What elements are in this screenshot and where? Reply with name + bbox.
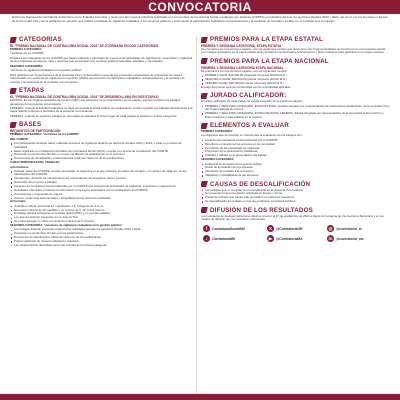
bottom-banner	[0, 394, 400, 400]
category-name: "Acciones de los COMITÉ"	[10, 51, 45, 56]
list-item: Introducción: describir de manera breve los antecedentes del programa, obra o servicio.	[10, 177, 193, 180]
section-text: Los resultados de la etapa nacional se darán a conocer el 27 de septiembre de 2024 a través de la página de Internet de la Secretaría y en los medios de difusión que se consideren pertinentes.	[201, 213, 384, 221]
prize-item: PRIMER LUGAR: $40,000.00 (cuarenta mil pesos 00/100 M.N.)	[201, 74, 390, 77]
group-label: b) Formato:	[10, 199, 27, 204]
page-title: CONVOCATORIA	[148, 0, 252, 14]
left-column	[10, 36, 193, 394]
linkedin-icon: in	[328, 236, 333, 242]
section-subtitle: EL "PREMIO NACIONAL DE CONTRALORÍA SOCIAL 2024" SE OTORGARÁ EN DOS CATEGORÍAS	[10, 44, 159, 48]
section-title: ETAPAS	[19, 87, 45, 95]
section-text: Los aspectos que se tomarán en cuenta para la evaluación de los trabajos son:	[201, 133, 303, 138]
list-item: Los anexos deberán integrarse en un solo archivo.	[10, 216, 193, 219]
list-item: Conclusiones y propuestas de mejora.	[10, 193, 193, 196]
list-item: No presentar la documentación solicitada en tiempo y forma.	[201, 192, 390, 195]
section-title: PREMIOS PARA LA ETAPA NACIONAL	[210, 57, 329, 65]
category-label: PRIMERA CATEGORÍA:	[10, 47, 43, 51]
section-bases	[10, 121, 193, 247]
facebook-contact[interactable]: f ContraloríaSocialMX	[203, 225, 245, 232]
youtube-contact[interactable]: ▶ @ContraloríaMX	[268, 236, 303, 242]
tiktok-contact[interactable]: ♪ ContraloríaMX	[203, 235, 235, 242]
list-item: Claridad y calidad en la presentación del trabajo.	[201, 154, 390, 157]
section-subtitle: EL "PREMIO NACIONAL DE CONTRALORÍA SOCIAL 2024" SE DESARROLLARÁ EN DOS ETAPAS:	[10, 95, 159, 100]
section-title: PREMIOS PARA LA ETAPA ESTATAL	[210, 36, 324, 43]
section-title: ELEMENTOS A EVALUAR	[210, 122, 290, 129]
stage-text: FEDERAL: Cuando se registren trabajos en una etapa se obtendrá el primer lugar de cada categoría federal en ambas categorías.	[10, 113, 178, 118]
list-item: Los trabajos deberán presentar experiencias realizadas durante los ejercicios fiscales 2023 y 2024.	[10, 228, 193, 231]
section-marker-icon	[201, 207, 208, 213]
list-item: Se descalificarán los trabajos en los que participen servidores públicos.	[201, 200, 390, 203]
list-item: Presentar un escrito libre firmado en el que manifiesten la participación en el concurso.	[10, 153, 193, 156]
list-item: Grado de innovación de la propuesta.	[201, 166, 390, 169]
category-label: SEGUNDA CATEGORÍA:	[10, 63, 44, 68]
section-etapa-estatal	[201, 36, 390, 55]
section-title: JURADO CALIFICADOR:	[210, 92, 287, 100]
section-marker-icon	[201, 123, 208, 129]
category-text: Para participar las Organizaciones de la Sociedad Civil y la Sociedad en general que presenten experiencias de propuestas de mejora relacionadas con acciones de vigilancia en la gestión pública que fomenten la participación ciudadana, la transparencia y la rendición de cuentas y la incidencia en el combate a la corrupción.	[10, 72, 185, 84]
group-label: DEL COMITÉ:	[10, 136, 29, 141]
stage-text: ESTATAL: En los Órganos Estatales de Control (OEC) que participen en la organización de las etapas, quienes remitirán los trabajos ganadores de la presente Convocatoria.	[10, 98, 181, 106]
tiktok-icon: ♪	[203, 235, 210, 242]
group-label: CARACTERÍSTICAS DEL TRABAJO:	[10, 160, 60, 165]
list-item: Resultados obtenidos: presentar la información y los logros alcanzados con la participación del COMITÉ.	[10, 189, 193, 192]
list-item: Innovación de las estrategias de vigilancia.	[201, 147, 390, 150]
prize-item: TERCER LUGAR: $20,000.00 (veinte mil pesos 00/100 M.N.)	[201, 82, 390, 85]
category-text: Dirigida a los integrantes de los COMITÉ que hayan realizado y ejecutado de mejora a las actividades de seguimiento, supervisión y vigilancia de los programas de apoyos, obra o servicios que se ejecutan con recursos públicos federales, estatales y municipales.	[10, 55, 193, 64]
list-item: Desarrollo del proyecto a trabajar.	[10, 181, 193, 184]
section-subtitle: PRIMERA Y SEGUNDA CATEGORÍA, ETAPA ESTATAL	[201, 44, 282, 48]
instagram-icon: ◎	[328, 226, 333, 232]
category-label: PRIMERA CATEGORÍA:	[201, 129, 234, 133]
list-item: Documentos de identificación (credencial para votar) de cada uno de los participantes.	[10, 157, 193, 160]
list-item: PRIMERA Y SEGUNDA CATEGORÍA, ETAPA NACIONAL FEDERAL: Estará integrado por representantes de la Secretaría Anticorrupción y Buen Gobierno y especialistas en la materia.	[201, 112, 390, 119]
section-note: El pago del premio será de conformidad con la normatividad aplicable.	[201, 84, 292, 89]
category-label: SEGUNDA CATEGORÍA:	[201, 157, 235, 162]
list-item: Promoción de la participación ciudadana.	[201, 150, 390, 153]
section-subtitle: REQUISITOS DE PARTICIPACIÓN	[10, 129, 61, 134]
section-categorias	[10, 36, 193, 84]
section-marker-icon	[201, 58, 208, 64]
list-item: Estar registrado en el Sistema Informático de Contraloría Social (SICS) o contar con el acta de constitución del COMITÉ.	[10, 150, 193, 153]
list-item: Viabilidad y replicabilidad de las acciones.	[201, 174, 390, 177]
section-etapa-nacional	[201, 58, 390, 89]
section-text: Se premiará a los tres primeros lugares, con las siguientes montos que determinen los Órganos Estatales de Control en su convocatoria estatal. Los trabajos ganadores en la etapa estatal serán remitidos a la Secretaría Anticorrupción y Buen Gobierno para participar en la etapa nacional.	[201, 47, 386, 55]
social-contacts	[201, 225, 390, 243]
list-item: Beneficios e impacto de las acciones en la comunidad.	[201, 143, 390, 146]
category-label: PRIMERA CATEGORÍA: "Acciones de los COMITÉ"	[10, 132, 80, 137]
group-label: a) Estructura:	[10, 164, 29, 169]
twitter-contact[interactable]: X @ContraloríaGR	[268, 226, 303, 232]
section-title: CAUSAS DE DESCALIFICACIÓN	[210, 180, 311, 188]
list-item: Anexos: evidencias documentales y fotográficas de las acciones realizadas.	[10, 197, 193, 200]
section-title: BASES	[19, 121, 42, 129]
section-subtitle: PRIMERA Y SEGUNDA CATEGORÍA ETAPA NACIONAL	[201, 65, 284, 70]
section-marker-icon	[201, 181, 208, 187]
list-item: Los participantes deberán haber realizado acciones de vigilancia durante los ejercicios fiscales 2023 y 2024, o estar en proceso de realizarlas.	[10, 142, 193, 149]
category-name: "Acciones de vigilancia ciudadana en la gestión pública"	[10, 68, 82, 73]
section-evaluar	[201, 122, 390, 178]
section-marker-icon	[10, 37, 17, 43]
column-divider	[196, 36, 197, 394]
section-marker-icon	[201, 37, 208, 43]
section-marker-icon	[201, 93, 208, 99]
list-item: Presentar un escrito libre firmado por los participantes.	[10, 232, 193, 235]
section-descalificacion	[201, 181, 390, 204]
list-item: Portada: datos del COMITÉ, nombre del trabajo, la categoría en la que participa, los datos de contacto y el número de cada uno de los participantes del COMITÉ.	[10, 170, 193, 177]
section-difusion	[201, 207, 390, 222]
youtube-icon: ▶	[268, 236, 273, 242]
section-marker-icon	[10, 88, 17, 94]
category-label: SEGUNDA CATEGORÍA: "Acciones de vigilancia ciudadana en la gestión pública"	[10, 223, 123, 228]
section-marker-icon	[10, 122, 17, 128]
instagram-contact[interactable]: ◎ @contraloria_sr	[328, 226, 362, 232]
intro-paragraph: El Premio Nacional de Contraloría Social tiene como finalidad incentivar y reconocer las mejores prácticas realizadas por los Comités de Contraloría Social u análogos (en adelante COMITÉ) constituidos durante los ejercicios fiscales 2023 y 2024, así como por los Consejos o figuras de la Sociedad Civil y de la población en general, que realicen prácticas de vigilancia ciudadana a los recursos públicos y promuevan la participación ciudadana, la transparencia y la rendición de cuentas e incidan en el combate a la corrupción.	[12, 16, 388, 23]
list-item: Presentar trabajos que hayan sido premiados en ediciones anteriores.	[201, 196, 390, 199]
list-item: PRIMERA Y SEGUNDA CATEGORÍA, ETAPA ESTATAL: Estará integrado por representantes de instituciones académicas, de la sociedad civil y del Órgano Estatal de Control.	[201, 105, 390, 112]
right-column	[201, 36, 390, 394]
section-title: DIFUSIÓN DE LOS RESULTADOS	[210, 206, 313, 214]
stage-text: FEDERAL: Cuando la Entidad Federativa no haya convocado la etapa estatal, los participantes podrán registrar sus trabajos directamente a la etapa federal conforme a las bases de la presente Convocatoria.	[10, 105, 193, 114]
list-item: Se podrá agregar un video con duración máxima de 5 minutos.	[10, 220, 193, 223]
section-etapas	[10, 87, 193, 118]
list-item: Aportación al combate a la corrupción.	[201, 170, 390, 173]
list-item: Cuartilla en Word, letra Arial 12, interlineado 1.5, márgenes de 2.5 cm.	[10, 205, 193, 208]
list-item: El trabajo deberá entregarse en formato digital (PDF) y en formato editable.	[10, 212, 193, 215]
list-item: Podrán participar de manera individual o colectiva.	[10, 240, 193, 243]
list-item: Las características del trabajo serán las mismas de la primera categoría.	[10, 244, 193, 247]
section-title: CATEGORÍAS	[19, 36, 62, 43]
linkedin-contact[interactable]: in @contraloria_mx	[328, 236, 364, 242]
list-item: Extensión máxima de 10 cuartillas y un mínimo de 5, sin incluir anexos.	[10, 209, 193, 212]
section-jurado	[201, 92, 390, 119]
list-item: Los trabajos que no cumplan con lo establecido en la presente Convocatoria.	[201, 189, 390, 192]
list-item: Incidencia en la mejora de la gestión pública.	[201, 163, 390, 166]
list-item: Documento de identificación oficial de cada uno de los participantes.	[10, 236, 193, 239]
list-item: Acciones de contraloría social realizadas por el COMITÉ.	[201, 139, 390, 142]
prize-item: SEGUNDO LUGAR: $30,000.00 (treinta mil pesos 00/100 M.N.)	[201, 78, 390, 81]
twitter-icon: X	[268, 226, 272, 232]
facebook-icon: f	[203, 225, 210, 232]
section-text: Se premiará a los tres primeros lugares, con los siguientes montos:	[201, 68, 288, 73]
section-text: El jurado calificador de cada categoría estará integrado de la siguiente manera:	[201, 99, 303, 104]
list-item: Acciones de Contraloría Social realizadas por el COMITÉ que incluyan las actividades de vigilancia, supervisión y seguimiento.	[10, 185, 193, 188]
